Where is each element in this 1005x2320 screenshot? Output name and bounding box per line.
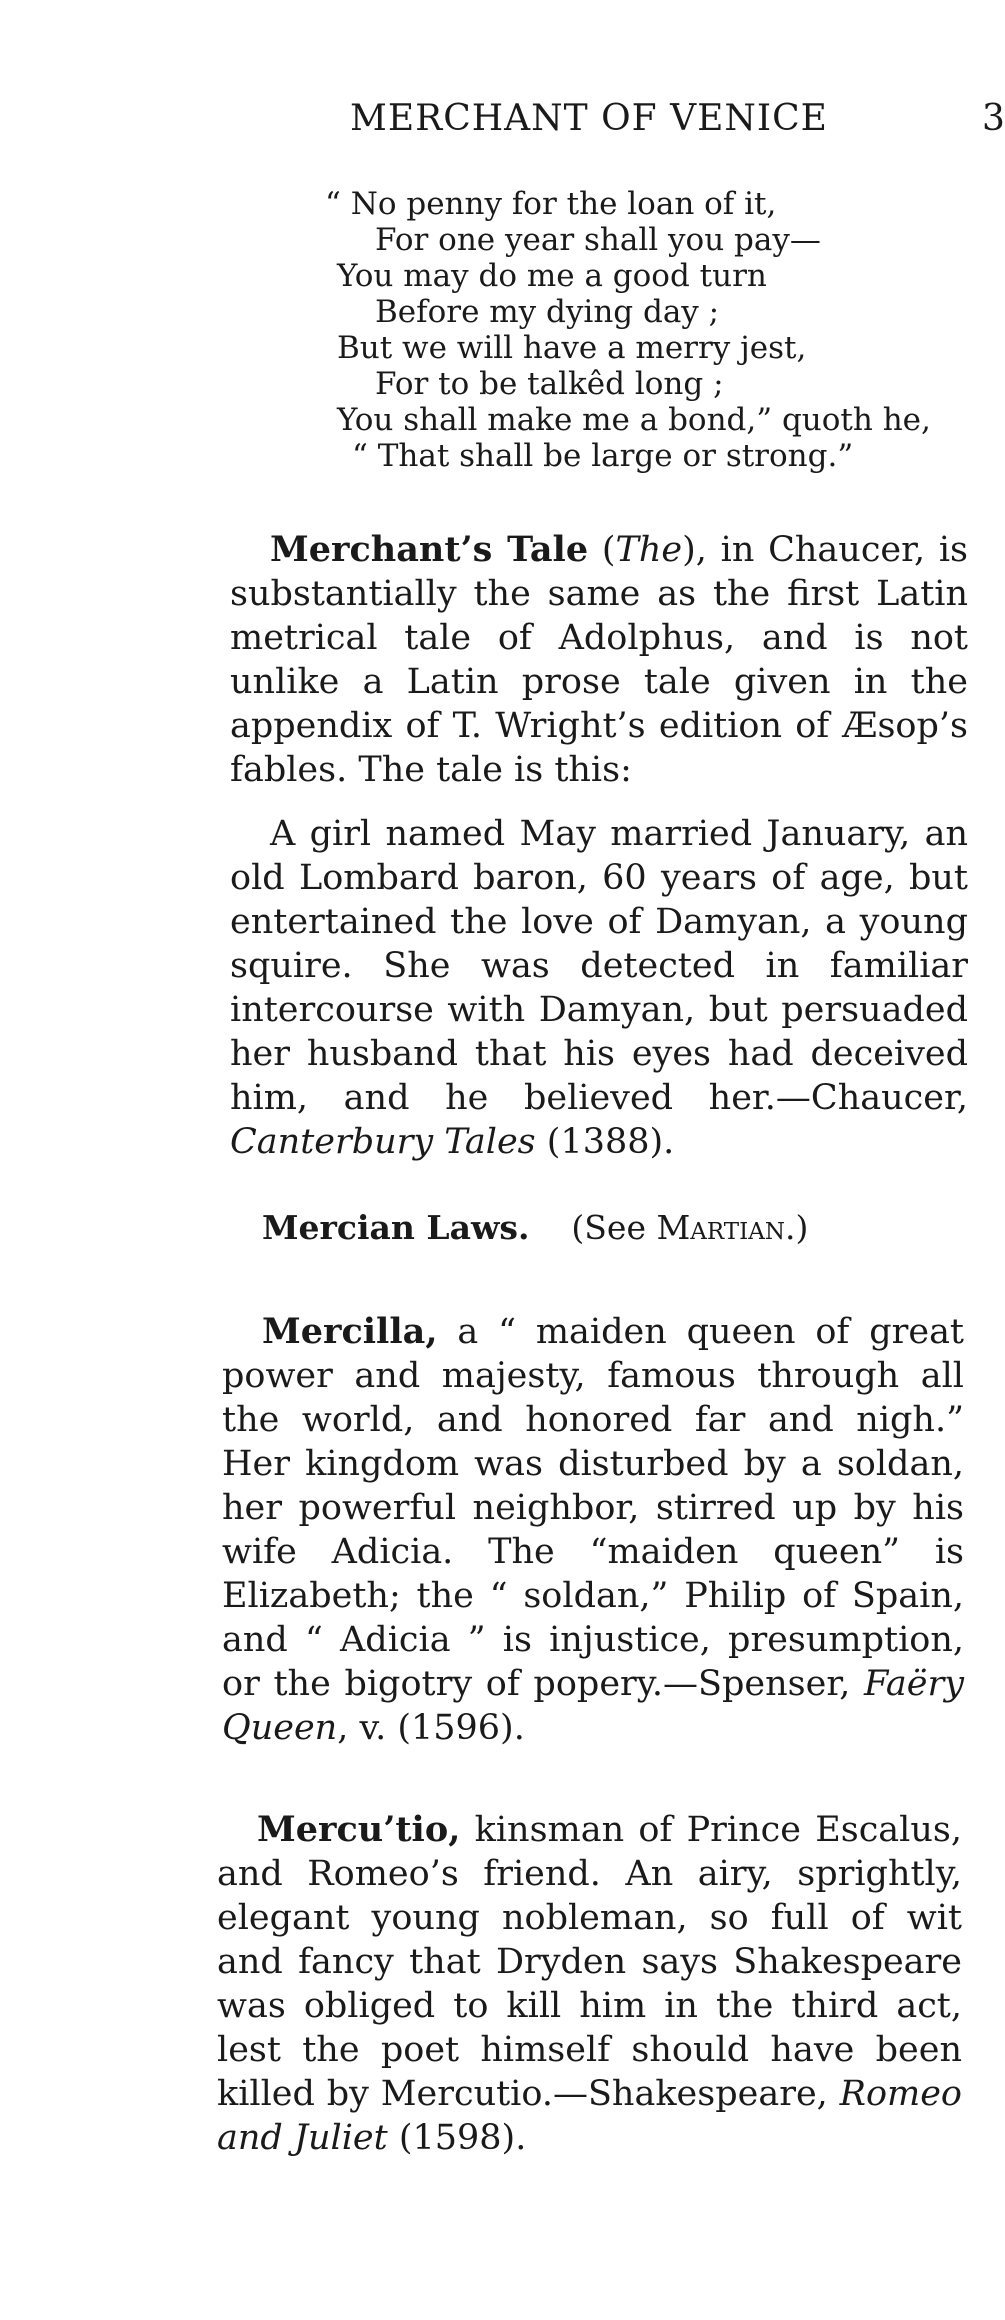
entry-text: (1598).: [387, 2118, 527, 2158]
entry-paragraph: [217, 1808, 962, 2160]
entry-paragraph: [230, 528, 968, 792]
poem-line: You shall make me a bond,” quoth he,: [337, 402, 931, 438]
entry-italic: The: [615, 530, 683, 570]
entry-paragraph: [230, 812, 968, 1164]
entry-mercilla: [222, 1310, 964, 1770]
entry-italic: Canterbury Tales: [230, 1122, 536, 1162]
cross-reference: Martian: [656, 1208, 785, 1247]
entry-text: kinsman of Prince Escalus, and Romeo’s friend. An airy, sprightly, elegant young nobleman, so full of wit and fancy that Dryden says Shakespeare was obliged to kill him in the third act, lest the poet himself should have been killed by Mercutio.—Shakespeare,: [217, 1810, 962, 2114]
poem-line: For to be talkêd long ;: [375, 366, 724, 402]
entry-text: (See: [529, 1208, 657, 1247]
running-head: MERCHANT OF VENICE: [350, 98, 828, 139]
entry-italic: Romeo and Juliet: [217, 2074, 962, 2158]
entry-mercutio: [217, 1808, 962, 2180]
entry-text: (1388).: [535, 1122, 675, 1162]
entry-text: , v. (1596).: [337, 1708, 525, 1748]
entry-mercian-laws: [262, 1206, 962, 1250]
headword: Mercu’tio,: [257, 1809, 461, 1850]
entry-paragraph: [222, 1310, 964, 1750]
entry-text: .): [784, 1208, 809, 1247]
headword: Mercian Laws.: [262, 1208, 530, 1247]
poem-line: “ That shall be large or strong.”: [352, 438, 854, 474]
page-number: 3: [982, 98, 1005, 139]
entry-merchants-tale: [230, 528, 968, 1184]
headword: Merchant’s Tale: [270, 529, 589, 570]
poem-line: But we will have a merry jest,: [337, 330, 807, 366]
poem-line: “ No penny for the loan of it,: [325, 186, 777, 222]
poem-line: Before my dying day ;: [375, 294, 720, 330]
entry-italic: Faëry Queen: [222, 1664, 964, 1748]
entry-text: (: [588, 530, 616, 570]
entry-text: A girl named May married January, an old Lombard baron, 60 years of age, but entertained the love of Damyan, a young squire. She was detected in familiar intercourse with Damyan, but persuaded her husband that his eyes had deceived him, and he believed her.—Chaucer,: [230, 814, 968, 1118]
headword: Mercilla,: [262, 1311, 438, 1352]
entry-text: a “ maiden queen of great power and majesty, famous through all the world, and honored far and nigh.” Her kingdom was disturbed by a soldan, her powerful neighbor, stirred up by his wife Adicia. The “maiden queen” is Elizabeth; the “ soldan,” Philip of Spain, and “ Adicia ” is injustice, presumption, or the bigotry of popery.—Spenser,: [222, 1312, 964, 1704]
ballad-quotation: [325, 186, 931, 474]
entry-text: ), in Chaucer, is substantially the same as the first Latin metrical tale of Adolphus, and is not unlike a Latin prose tale given in the appendix of T. Wright’s edition of Æsop’s fables. The tale is this:: [230, 530, 969, 790]
poem-line: You may do me a good turn: [337, 258, 767, 294]
poem-line: For one year shall you pay—: [375, 222, 821, 258]
